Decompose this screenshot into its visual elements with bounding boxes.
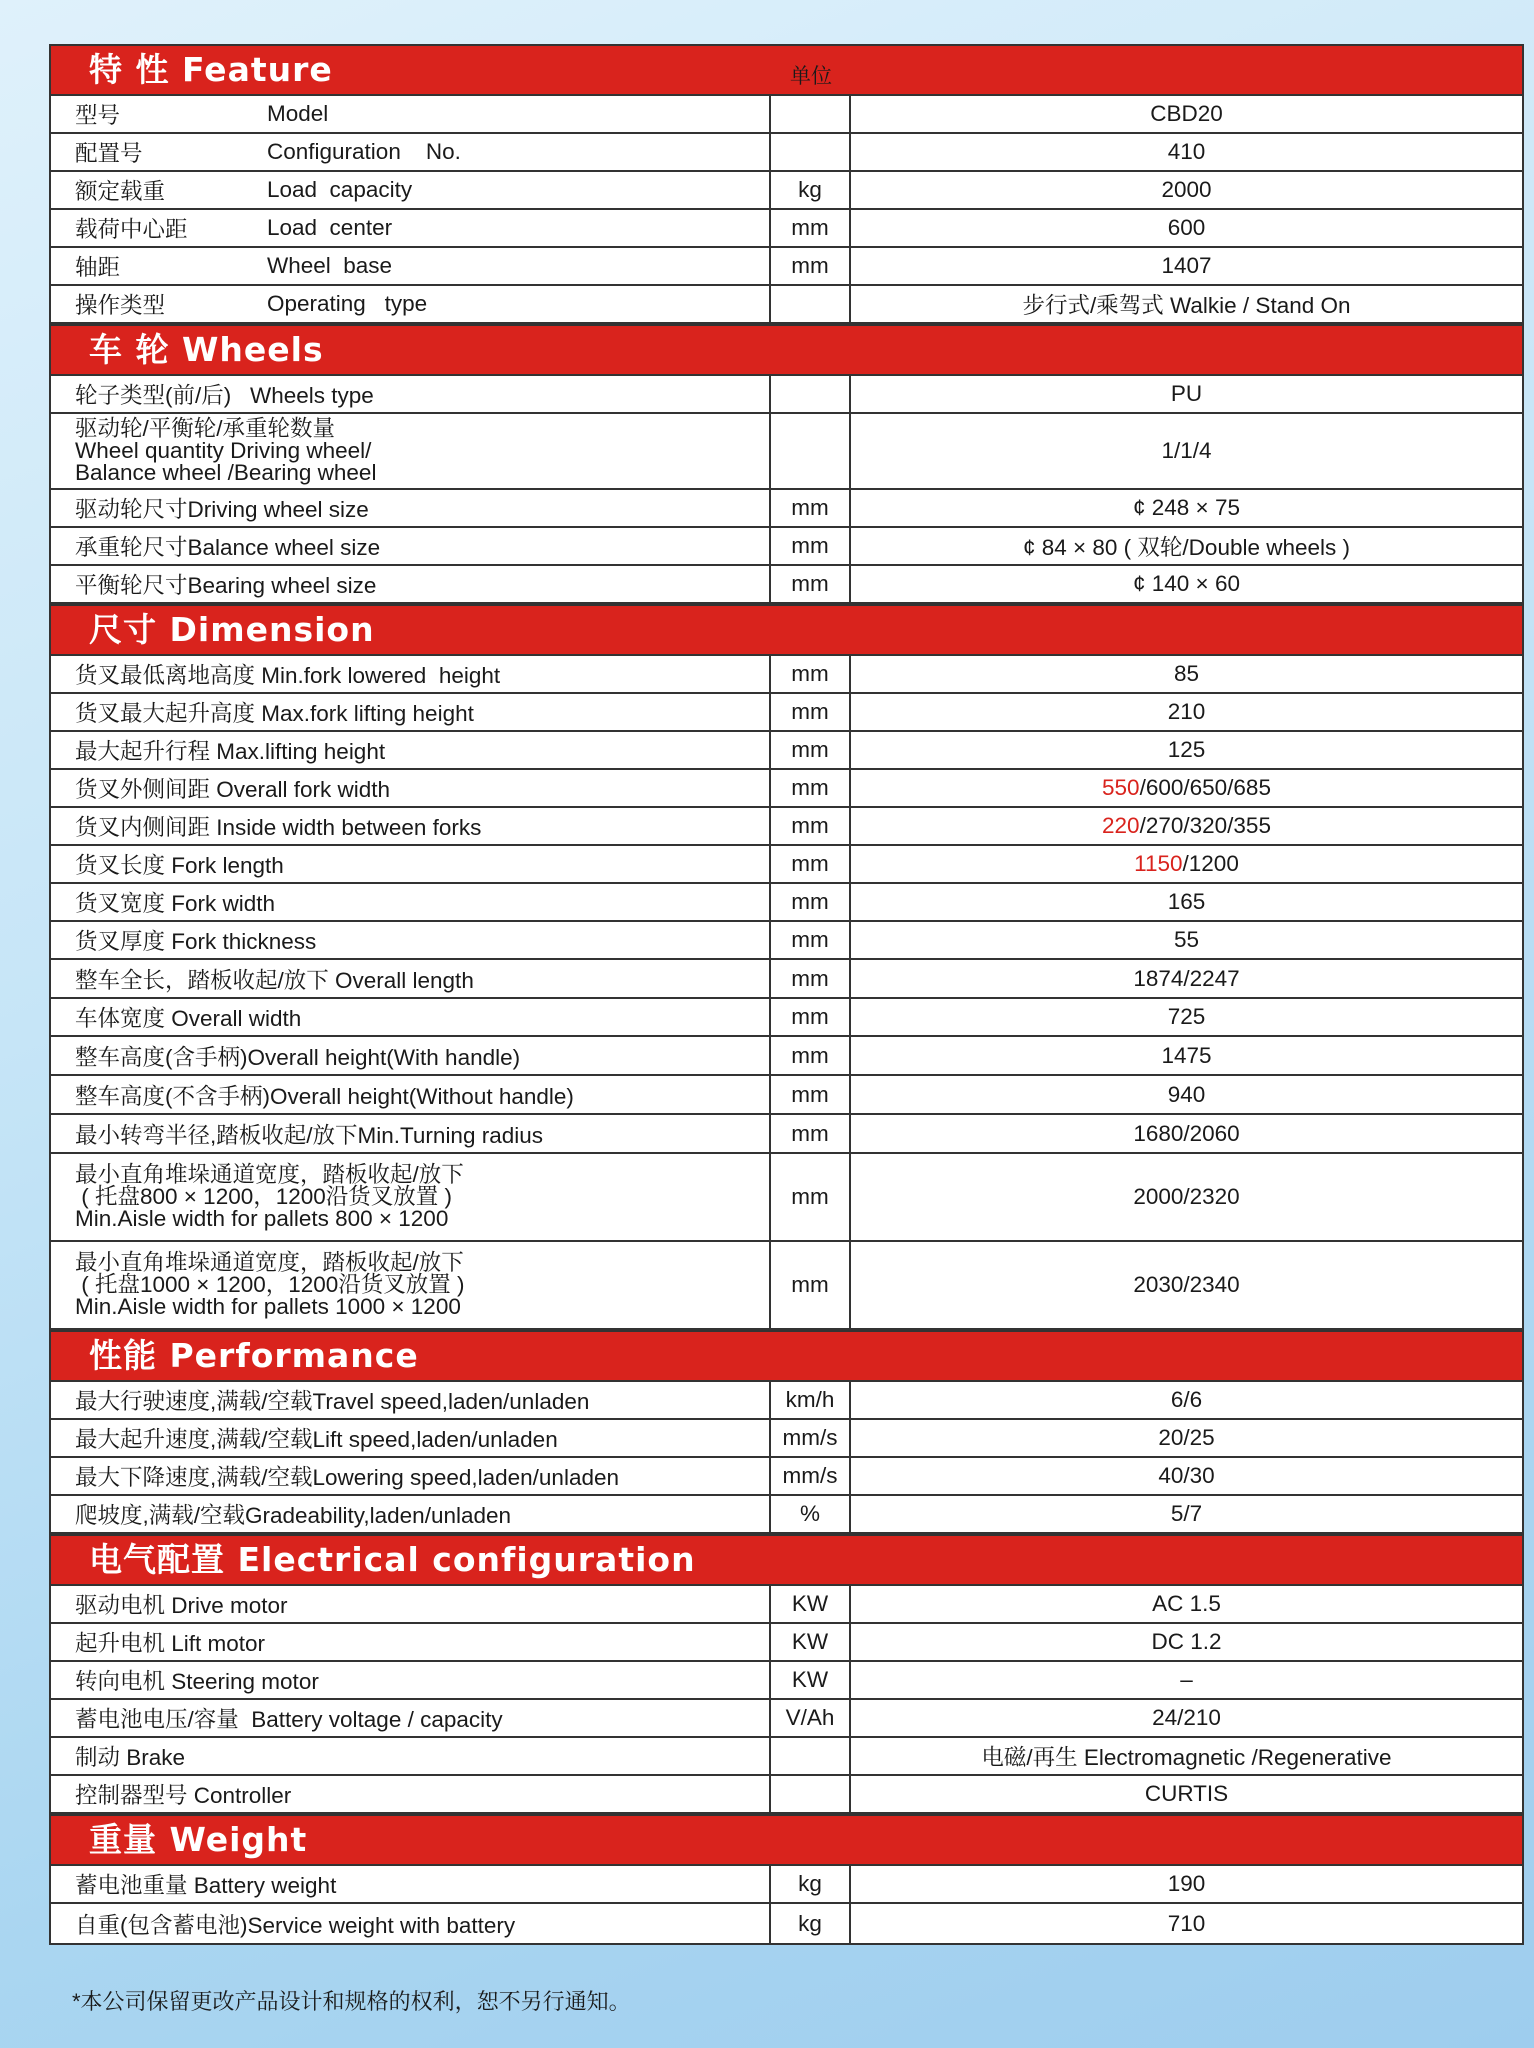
section-header-electrical xyxy=(51,1534,1522,1586)
spec-label xyxy=(51,414,771,488)
spec-label-en: Load center xyxy=(267,215,393,240)
spec-label xyxy=(51,286,771,322)
spec-value xyxy=(851,922,1522,958)
spec-label-en: Configuration No. xyxy=(267,139,461,164)
spec-label xyxy=(51,1458,771,1494)
spec-label-text: 货叉长度 Fork length xyxy=(75,853,284,878)
spec-label-text: 货叉宽度 Fork width xyxy=(75,891,276,916)
spec-unit: mm xyxy=(771,808,851,844)
spec-row xyxy=(51,134,1522,172)
spec-label xyxy=(51,1738,771,1774)
spec-label-text: 平衡轮尺寸Bearing wheel size xyxy=(75,573,377,598)
spec-unit: mm xyxy=(771,960,851,997)
spec-label xyxy=(51,770,771,806)
spec-row xyxy=(51,96,1522,134)
spec-label-text: 货叉最低离地高度 Min.fork lowered height xyxy=(75,663,501,688)
spec-label-text: 货叉外侧间距 Overall fork width xyxy=(75,777,391,802)
spec-label-text: 整车高度(含手柄)Overall height(With handle) xyxy=(75,1044,521,1070)
spec-value-text: 940 xyxy=(1167,1081,1206,1107)
spec-label-en: Operating type xyxy=(267,291,428,316)
section-title: 尺寸 Dimension xyxy=(89,610,375,649)
spec-row xyxy=(51,172,1522,210)
spec-label xyxy=(51,1624,771,1660)
spec-value xyxy=(851,1076,1522,1113)
spec-label-en: Wheel base xyxy=(267,253,393,278)
spec-label-text: 货叉最大起升高度 Max.fork lifting height xyxy=(75,701,474,726)
spec-unit: V/Ah xyxy=(771,1700,851,1736)
spec-value-text: 2000 xyxy=(1161,177,1212,202)
spec-label xyxy=(51,172,771,208)
spec-value xyxy=(851,210,1522,246)
spec-unit: mm xyxy=(771,732,851,768)
spec-row xyxy=(51,490,1522,528)
section-title: 电气配置 Electrical configuration xyxy=(89,1540,696,1579)
spec-label xyxy=(51,656,771,692)
spec-unit: mm xyxy=(771,210,851,246)
spec-label-cn: 额定载重 xyxy=(75,179,166,204)
spec-label-text: 最大下降速度,满载/空载Lowering speed,laden/unladen xyxy=(75,1465,619,1490)
spec-value xyxy=(851,732,1522,768)
spec-unit: kg xyxy=(771,172,851,208)
spec-unit: KW xyxy=(771,1586,851,1622)
spec-label xyxy=(51,248,771,284)
spec-row xyxy=(51,732,1522,770)
spec-value xyxy=(851,1496,1522,1532)
spec-row xyxy=(51,656,1522,694)
spec-value-text: 40/30 xyxy=(1158,1463,1215,1488)
spec-value xyxy=(851,1904,1522,1943)
spec-label-line: ( 托盘800 × 1200，1200沿货叉放置 ) xyxy=(75,1184,453,1209)
spec-label xyxy=(51,808,771,844)
spec-value-text: 1475 xyxy=(1161,1042,1212,1068)
spec-label xyxy=(51,1662,771,1698)
spec-row xyxy=(51,1076,1522,1115)
footnote: *本公司保留更改产品设计和规格的权利，恕不另行通知。 xyxy=(72,1989,631,2014)
spec-value xyxy=(851,414,1522,488)
spec-label xyxy=(51,1866,771,1902)
spec-row xyxy=(51,286,1522,324)
spec-label-line: 最小直角堆垛通道宽度，踏板收起/放下 xyxy=(75,1162,464,1187)
spec-row xyxy=(51,1776,1522,1814)
spec-value xyxy=(851,248,1522,284)
spec-label xyxy=(51,1700,771,1736)
spec-unit: mm xyxy=(771,922,851,958)
spec-value-text: 725 xyxy=(1167,1004,1206,1029)
spec-label-text: 起升电机 Lift motor xyxy=(75,1631,266,1656)
spec-label-multiline xyxy=(75,1164,464,1230)
spec-value-text: – xyxy=(1180,1667,1193,1692)
spec-row xyxy=(51,248,1522,286)
spec-value xyxy=(851,656,1522,692)
spec-label xyxy=(51,528,771,564)
spec-unit: kg xyxy=(771,1904,851,1943)
section-header-performance xyxy=(51,1330,1522,1382)
spec-unit: mm xyxy=(771,1242,851,1328)
spec-unit: kg xyxy=(771,1866,851,1902)
spec-unit: mm xyxy=(771,1037,851,1074)
spec-row xyxy=(51,1662,1522,1700)
spec-label-text: 爬坡度,满载/空载Gradeability,laden/unladen xyxy=(75,1503,512,1528)
spec-unit: mm xyxy=(771,566,851,602)
spec-row xyxy=(51,1904,1522,1943)
spec-label xyxy=(51,922,771,958)
spec-label xyxy=(51,96,771,132)
spec-label xyxy=(51,1496,771,1532)
spec-row xyxy=(51,922,1522,960)
section-title: 性能 Performance xyxy=(89,1336,419,1375)
spec-value-text: 210 xyxy=(1167,699,1206,724)
spec-label-cn: 型号 xyxy=(75,103,121,128)
spec-value xyxy=(851,134,1522,170)
spec-value xyxy=(851,1037,1522,1074)
spec-unit xyxy=(771,376,851,412)
spec-value-text: CURTIS xyxy=(1144,1781,1229,1806)
spec-value xyxy=(851,1115,1522,1152)
spec-value-text: 190 xyxy=(1167,1871,1206,1896)
spec-value-text: 2030/2340 xyxy=(1133,1272,1240,1297)
spec-row xyxy=(51,1154,1522,1242)
spec-value-text: 20/25 xyxy=(1158,1425,1215,1450)
section-header-weight xyxy=(51,1814,1522,1866)
spec-label-text: 整车全长，踏板收起/放下 Overall length xyxy=(75,967,474,993)
spec-row xyxy=(51,566,1522,604)
spec-value xyxy=(851,1738,1522,1774)
spec-value-text: 710 xyxy=(1167,1910,1206,1936)
spec-label-cn: 配置号 xyxy=(75,141,143,166)
spec-label-text: 整车高度(不含手柄)Overall height(Without handle) xyxy=(75,1083,574,1109)
spec-label-line: Min.Aisle width for pallets 1000 × 1200 xyxy=(75,1294,461,1319)
spec-value-rest: /1200 xyxy=(1182,851,1239,876)
spec-label xyxy=(51,846,771,882)
section-title: 特 性 Feature xyxy=(89,50,333,89)
spec-value xyxy=(851,808,1522,844)
spec-value xyxy=(851,376,1522,412)
spec-row xyxy=(51,414,1522,490)
spec-value xyxy=(851,1586,1522,1622)
spec-row xyxy=(51,1496,1522,1534)
spec-unit: mm xyxy=(771,846,851,882)
spec-label xyxy=(51,1076,771,1113)
spec-label-text: 蓄电池重量 Battery weight xyxy=(75,1873,337,1898)
spec-unit: mm xyxy=(771,770,851,806)
spec-label xyxy=(51,134,771,170)
section-header-dimension xyxy=(51,604,1522,656)
spec-value xyxy=(851,1382,1522,1418)
spec-label xyxy=(51,1037,771,1074)
spec-value xyxy=(851,1700,1522,1736)
spec-value xyxy=(851,1420,1522,1456)
spec-label xyxy=(51,1420,771,1456)
spec-label-text: 自重(包含蓄电池)Service weight with battery xyxy=(75,1912,516,1938)
spec-row xyxy=(51,376,1522,414)
spec-value-text: 24/210 xyxy=(1152,1705,1221,1730)
spec-value xyxy=(851,846,1522,882)
spec-label xyxy=(51,960,771,997)
spec-value xyxy=(851,1458,1522,1494)
spec-label-text: 控制器型号 Controller xyxy=(75,1783,292,1808)
spec-row xyxy=(51,808,1522,846)
spec-value xyxy=(851,286,1522,322)
spec-unit xyxy=(771,286,851,322)
spec-unit: mm xyxy=(771,999,851,1035)
spec-label xyxy=(51,490,771,526)
unit-column-header: 单位 xyxy=(790,65,832,88)
spec-value-text: 步行式/乘驾式 Walkie / Stand On xyxy=(1022,293,1351,318)
section-header-wheels xyxy=(51,324,1522,376)
spec-label-cn: 轴距 xyxy=(75,255,121,280)
section-title: 车 轮 Wheels xyxy=(89,330,324,369)
spec-unit: KW xyxy=(771,1624,851,1660)
spec-value xyxy=(851,884,1522,920)
spec-label-text: 承重轮尺寸Balance wheel size xyxy=(75,535,381,560)
spec-row xyxy=(51,1037,1522,1076)
spec-label-multiline xyxy=(75,1252,465,1318)
spec-row xyxy=(51,1420,1522,1458)
spec-row xyxy=(51,1700,1522,1738)
spec-value xyxy=(851,694,1522,730)
spec-label xyxy=(51,1776,771,1812)
spec-value-text: PU xyxy=(1170,381,1203,406)
spec-label xyxy=(51,999,771,1035)
spec-label-line: 最小直角堆垛通道宽度，踏板收起/放下 xyxy=(75,1250,464,1275)
spec-value xyxy=(851,770,1522,806)
spec-value-text: 5/7 xyxy=(1170,1501,1203,1526)
spec-value xyxy=(851,1866,1522,1902)
spec-label xyxy=(51,1242,771,1328)
spec-unit: mm xyxy=(771,1115,851,1152)
spec-label-line: Wheel quantity Driving wheel/ xyxy=(75,438,372,463)
spec-label-text: 货叉厚度 Fork thickness xyxy=(75,929,317,954)
spec-value-text: 电磁/再生 Electromagnetic /Regenerative xyxy=(981,1745,1392,1770)
spec-row xyxy=(51,1458,1522,1496)
spec-unit: % xyxy=(771,1496,851,1532)
spec-unit: mm/s xyxy=(771,1420,851,1456)
spec-value-highlight: 550 xyxy=(1102,775,1140,800)
spec-label-cn: 载荷中心距 xyxy=(75,217,188,242)
spec-value-text: 1/1/4 xyxy=(1161,438,1212,463)
spec-row xyxy=(51,1866,1522,1904)
spec-value xyxy=(851,1776,1522,1812)
spec-table xyxy=(49,44,1524,1945)
spec-value xyxy=(851,566,1522,602)
spec-value-text: 2000/2320 xyxy=(1133,1184,1240,1209)
spec-value xyxy=(851,1242,1522,1328)
spec-label-text: 蓄电池电压/容量 Battery voltage / capacity xyxy=(75,1707,503,1732)
spec-label-en: Model xyxy=(267,101,329,126)
spec-label-text: 最大行驶速度,满载/空载Travel speed,laden/unladen xyxy=(75,1389,590,1414)
spec-value-text: 55 xyxy=(1173,927,1200,952)
spec-unit: mm/s xyxy=(771,1458,851,1494)
spec-label xyxy=(51,1904,771,1943)
spec-row xyxy=(51,960,1522,999)
spec-label-multiline xyxy=(75,418,376,484)
section-title: 重量 Weight xyxy=(89,1820,308,1859)
spec-label-text: 轮子类型(前/后) Wheels type xyxy=(75,383,374,408)
spec-value-text: 1407 xyxy=(1161,253,1212,278)
spec-value-text: ¢ 84 × 80 ( 双轮/Double wheels ) xyxy=(1022,535,1351,560)
spec-label-text: 转向电机 Steering motor xyxy=(75,1669,319,1694)
spec-label xyxy=(51,1586,771,1622)
spec-value-text: 1680/2060 xyxy=(1133,1120,1240,1146)
spec-unit xyxy=(771,96,851,132)
spec-unit: mm xyxy=(771,1154,851,1240)
spec-label xyxy=(51,732,771,768)
spec-value-text: 600 xyxy=(1167,215,1206,240)
spec-label-line: Min.Aisle width for pallets 800 × 1200 xyxy=(75,1206,449,1231)
spec-unit: mm xyxy=(771,490,851,526)
spec-label-line: ( 托盘1000 × 1200，1200沿货叉放置 ) xyxy=(75,1272,465,1297)
spec-unit xyxy=(771,1738,851,1774)
spec-label-text: 最小转弯半径,踏板收起/放下Min.Turning radius xyxy=(75,1122,543,1148)
spec-row xyxy=(51,694,1522,732)
spec-unit: mm xyxy=(771,656,851,692)
spec-label-text: 驱动电机 Drive motor xyxy=(75,1593,288,1618)
spec-row xyxy=(51,1738,1522,1776)
spec-label-text: 车体宽度 Overall width xyxy=(75,1006,302,1031)
spec-label-text: 驱动轮尺寸Driving wheel size xyxy=(75,497,369,522)
spec-value-text: 410 xyxy=(1167,139,1206,164)
spec-label xyxy=(51,694,771,730)
spec-value-highlight: 1150 xyxy=(1134,851,1183,876)
spec-label-cn: 操作类型 xyxy=(75,293,166,318)
spec-value-text: DC 1.2 xyxy=(1151,1629,1222,1654)
spec-label-line: Balance wheel /Bearing wheel xyxy=(75,460,377,485)
spec-unit xyxy=(771,1776,851,1812)
spec-value xyxy=(851,528,1522,564)
spec-value-text: CBD20 xyxy=(1150,101,1223,126)
spec-value-text: ¢ 248 × 75 xyxy=(1133,495,1240,520)
spec-label xyxy=(51,566,771,602)
spec-label xyxy=(51,1382,771,1418)
spec-row xyxy=(51,1624,1522,1662)
spec-unit: mm xyxy=(771,694,851,730)
spec-value xyxy=(851,1154,1522,1240)
spec-value-text: AC 1.5 xyxy=(1152,1591,1221,1616)
spec-value-text: 125 xyxy=(1167,737,1206,762)
spec-row xyxy=(51,528,1522,566)
spec-unit: mm xyxy=(771,528,851,564)
spec-value-rest: /270/320/355 xyxy=(1139,813,1271,838)
spec-label xyxy=(51,884,771,920)
spec-value-text: 1874/2247 xyxy=(1133,965,1240,991)
spec-label xyxy=(51,210,771,246)
spec-value xyxy=(851,999,1522,1035)
spec-unit: mm xyxy=(771,248,851,284)
spec-unit xyxy=(771,134,851,170)
spec-label-text: 最大起升速度,满载/空载Lift speed,laden/unladen xyxy=(75,1427,558,1452)
spec-value xyxy=(851,1624,1522,1660)
spec-value xyxy=(851,96,1522,132)
spec-label xyxy=(51,1154,771,1240)
spec-value-text: ¢ 140 × 60 xyxy=(1133,571,1240,596)
spec-value-text: 6/6 xyxy=(1170,1387,1203,1412)
spec-value-highlight: 220 xyxy=(1102,813,1140,838)
spec-label-text: 货叉内侧间距 Inside width between forks xyxy=(75,815,482,840)
spec-value xyxy=(851,490,1522,526)
spec-row xyxy=(51,770,1522,808)
spec-value xyxy=(851,172,1522,208)
section-header-feature xyxy=(51,44,1522,96)
spec-value xyxy=(851,1662,1522,1698)
spec-row xyxy=(51,884,1522,922)
spec-label xyxy=(51,376,771,412)
spec-unit: mm xyxy=(771,884,851,920)
spec-row xyxy=(51,1586,1522,1624)
spec-row xyxy=(51,1115,1522,1154)
spec-label-line: 驱动轮/平衡轮/承重轮数量 xyxy=(75,416,336,441)
spec-row xyxy=(51,210,1522,248)
spec-label-text: 最大起升行程 Max.lifting height xyxy=(75,739,386,764)
spec-label-en: Load capacity xyxy=(267,177,413,202)
spec-unit: mm xyxy=(771,1076,851,1113)
spec-unit: KW xyxy=(771,1662,851,1698)
spec-label xyxy=(51,1115,771,1152)
spec-row xyxy=(51,999,1522,1037)
spec-value-text: 85 xyxy=(1173,661,1200,686)
spec-label-text: 制动 Brake xyxy=(75,1745,186,1770)
spec-unit xyxy=(771,414,851,488)
spec-row xyxy=(51,1242,1522,1330)
spec-value-text: 165 xyxy=(1167,889,1206,914)
spec-row xyxy=(51,1382,1522,1420)
spec-row xyxy=(51,846,1522,884)
spec-unit: km/h xyxy=(771,1382,851,1418)
spec-value-rest: /600/650/685 xyxy=(1139,775,1271,800)
spec-value xyxy=(851,960,1522,997)
